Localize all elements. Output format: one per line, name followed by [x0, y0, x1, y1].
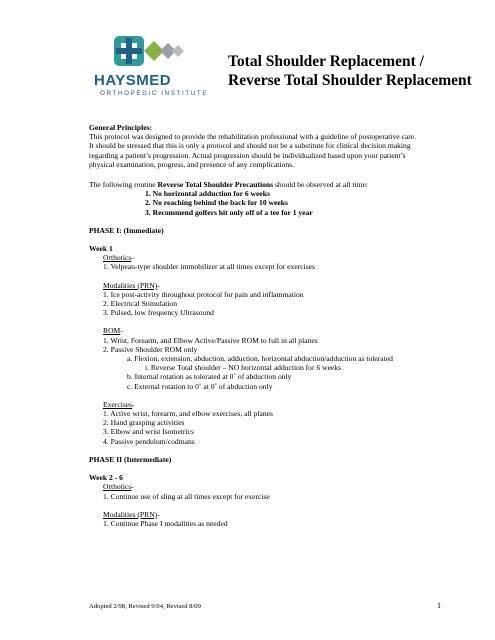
- logo-mark-icon: [114, 36, 184, 66]
- general-line: physical examination, progress, and presence of any complications.: [89, 159, 294, 169]
- exercise-item: 2. Hand grasping activities: [103, 418, 185, 428]
- exercise-item: 3. Elbow and wrist Isometrics: [103, 427, 194, 437]
- exercise-item: 4. Passive pendulum/codmans: [103, 436, 195, 446]
- phase1-week: Week 1: [89, 244, 113, 254]
- rom-item: 2. Passive Shoulder ROM only: [103, 344, 198, 354]
- precautions-intro-end: should be observed at all time:: [273, 180, 368, 190]
- general-line: regarding a patient’s progression. Actual progression should be individualized based upon your patient’s: [89, 150, 406, 160]
- precautions-intro-bold: Reverse Total Shoulder Precautions: [157, 180, 274, 190]
- modalities-label: Modalities (PRN): [103, 280, 158, 290]
- heading-suffix: -: [157, 280, 160, 290]
- modalities-item: 1. Ice post-activity throughout protocol for pain and inflammation: [103, 289, 304, 299]
- page-number: 1: [437, 601, 441, 610]
- heading-suffix: -: [131, 253, 134, 263]
- title-line-2: Reverse Total Shoulder Replacement: [228, 72, 472, 89]
- rom-subsubitem: i. Reverse Total shoulder – NO horizontal adduction for 6 weeks: [145, 363, 342, 373]
- modalities-heading: [103, 281, 469, 290]
- general-principles-heading: General Principles:: [89, 123, 153, 132]
- exercises-label: Exercises: [103, 399, 133, 409]
- title-line-1: Total Shoulder Replacement /: [228, 53, 424, 70]
- precaution-item: 2. No reaching behind the back for 10 weeks: [145, 198, 288, 208]
- orthotics-item: 1. Continue use of sling at all times except for exercise: [103, 491, 270, 501]
- modalities-label: Modalities (PRN): [103, 509, 158, 519]
- orthotics-label: Orthotics: [103, 482, 132, 492]
- logo-subtitle: ORTHOPEDIC INSTITUTE: [100, 90, 209, 97]
- orthotics-heading: [103, 253, 469, 262]
- phase1-heading: PHASE I: (Immediate): [89, 225, 164, 235]
- orthotics-item: 1. Velpeau-type shoulder immobilizer at all times except for exercises: [103, 262, 315, 272]
- rom-subitem: c. External rotation to 0˚ at 0˚ of abduction only: [127, 381, 273, 391]
- heading-suffix: -: [131, 482, 134, 492]
- document-body: [89, 123, 469, 528]
- general-line: It should be stressed that this is only a protocol and should not be a substitute for clinical decision making: [89, 141, 411, 151]
- exercises-heading: [103, 400, 469, 409]
- exercise-item: 1. Active wrist, forearm, and elbow exercises, all planes: [103, 409, 273, 419]
- logo-name: HAYSMED: [94, 72, 172, 89]
- phase2-week: Week 2 - 6: [89, 473, 123, 483]
- orthotics-heading: [103, 482, 469, 491]
- modalities-heading: [103, 510, 469, 519]
- revision-note: Adopted 2/98, Revised 9/04, Revised 8/09: [89, 603, 201, 610]
- rom-heading: [103, 326, 469, 335]
- rom-item: 1. Wrist, Forearm, and Elbow Active/Passive ROM to full in all planes: [103, 335, 318, 345]
- general-line: This protocol was designed to provide the rehabilitation professional with a guideline of postoperative care.: [89, 132, 417, 142]
- rom-subitem: a. Flexion, extension, abduction, adduction, horizontal abduction/adduction as tolerated: [127, 354, 393, 364]
- heading-suffix: -: [157, 509, 160, 519]
- precaution-item: 3. Recommend golfers hit only off of a tee for 1 year: [145, 207, 313, 217]
- modalities-item: 3. Pulsed, low frequency Ultrasound: [103, 308, 214, 318]
- rom-label: ROM: [103, 326, 121, 336]
- heading-suffix: -: [120, 326, 123, 336]
- modalities-item: 2. Electrical Stimulation: [103, 299, 178, 309]
- precautions-intro-text: The following routine: [89, 180, 158, 190]
- document-title: [228, 52, 472, 90]
- orthotics-label: Orthotics: [103, 253, 132, 263]
- heading-suffix: -: [132, 399, 135, 409]
- modalities-item: 1. Continue Phase I modalities as needed: [103, 518, 228, 528]
- rom-subitem: b. Internal rotation as tolerated at 0˚ of abduction only: [127, 372, 292, 382]
- precaution-item: 1. No horizontal adduction for 6 weeks: [145, 189, 270, 199]
- precautions-intro: [89, 180, 469, 189]
- phase2-heading: PHASE II (Intermediate): [89, 454, 172, 464]
